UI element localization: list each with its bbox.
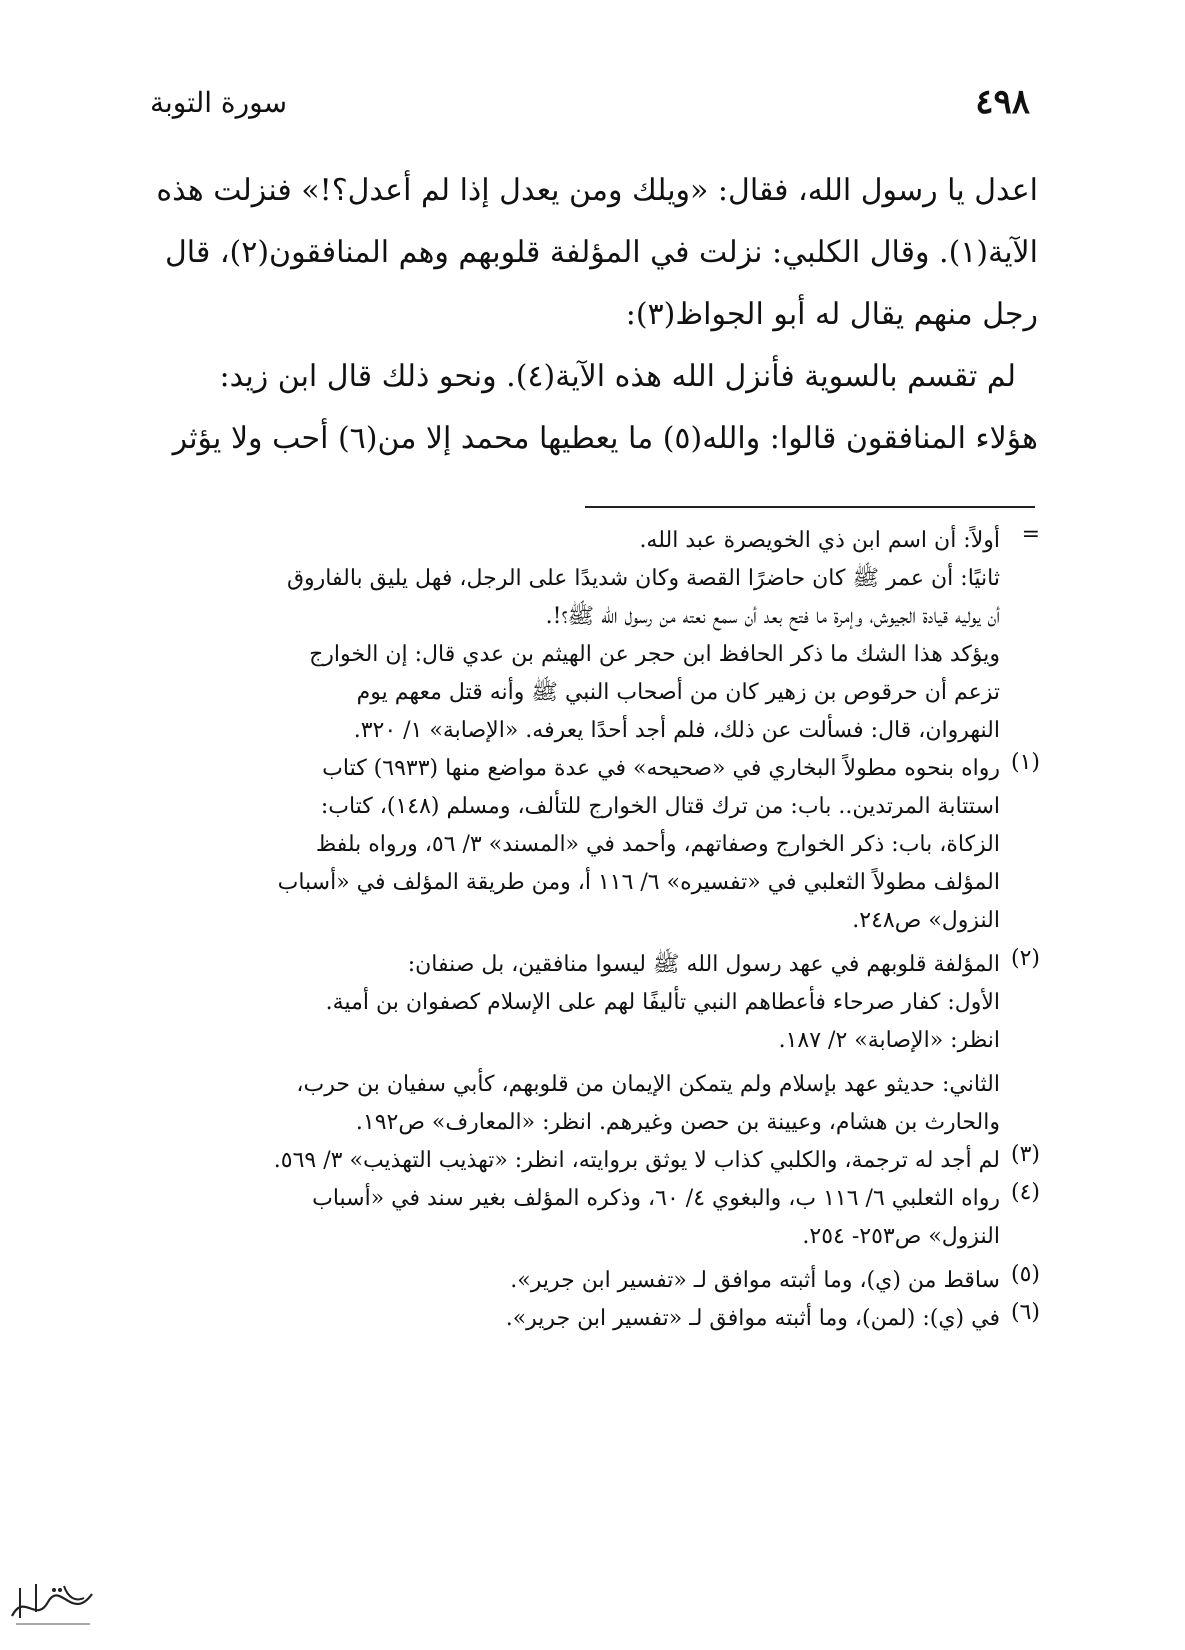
footnote-line: ويؤكد هذا الشك ما ذكر الحافظ ابن حجر عن الهيثم بن عدي قال: إن الخوارج [309, 642, 1000, 667]
footnote-number: (٦) [1010, 1300, 1040, 1325]
footnote-continued [130, 522, 1040, 750]
footnote-number: (٥) [1010, 1262, 1040, 1287]
footnote-1 [130, 750, 1040, 940]
footnote-line: ساقط من (ي)، وما أثبته موافق لـ «تفسير ابن جرير». [510, 1268, 1000, 1293]
footnote-line: لم أجد له ترجمة، والكلبي كذاب لا يوثق بروايته، انظر: «تهذيب التهذيب» ٣/ ٥٦٩. [273, 1148, 1000, 1173]
footnote-line: في (ي): (لمن)، وما أثبته موافق لـ «تفسير ابن جرير». [505, 1306, 1000, 1331]
footnote-6 [130, 1300, 1040, 1338]
footnote-2 [130, 946, 1040, 1142]
footnote-line: الثاني: حديثو عهد بإسلام ولم يتمكن الإيمان من قلوبهم، كأبي سفيان بن حرب، [296, 1072, 1000, 1097]
footnote-line: ثانيًا: أن عمر ﷺ كان حاضرًا القصة وكان شديدًا على الرجل، فهل يليق بالفاروق [286, 566, 1000, 591]
main-line: الآية(١). وقال الكلبي: نزلت في المؤلفة قلوبهم وهم المنافقون(٢)، قال [165, 235, 1038, 270]
footnote-line: النزول» ص٢٥٣- ٢٥٤. [802, 1224, 1000, 1249]
footnote-3 [130, 1142, 1040, 1180]
main-line: رجل منهم يقال له أبو الجواظ(٣): [625, 297, 1038, 332]
footnote-line: المؤلفة قلوبهم في عهد رسول الله ﷺ ليسوا منافقين، بل صنفان: [407, 952, 1000, 977]
main-line: لم تقسم بالسوية فأنزل الله هذه الآية(٤). ونحو ذلك قال ابن زيد: [219, 359, 1016, 394]
footnote-line: تزعم أن حرقوص بن زهير كان من أصحاب النبي ﷺ وأنه قتل معهم يوم [356, 680, 1000, 705]
footnote-line: المؤلف مطولاً الثعلبي في «تفسيره» ٦/ ١١٦ أ، ومن طريقة المؤلف في «أسباب [277, 870, 1000, 895]
footnote-4 [130, 1180, 1040, 1256]
main-line: هؤلاء المنافقون قالوا: والله(٥) ما يعطيها محمد إلا من(٦) أحب ولا يؤثر [172, 421, 1038, 456]
page-number: ٤٩٨ [975, 82, 1030, 122]
footnote-separator [585, 506, 1035, 508]
page-header [150, 82, 1030, 132]
footnote-line: انظر: «الإصابة» ٢/ ١٨٧. [778, 1028, 1000, 1053]
footnote-line: استتابة المرتدين.. باب: من ترك قتال الخوارج للتألف، ومسلم (١٤٨)، كتاب: [320, 794, 1000, 819]
footnote-line: الزكاة، باب: ذكر الخوارج وصفاتهم، وأحمد في «المسند» ٣/ ٥٦، ورواه بلفظ [315, 832, 1000, 857]
footnote-line: الأول: كفار صرحاء فأعطاهم النبي تأليفًا لهم على الإسلام كصفوان بن أمية. [325, 990, 1000, 1015]
footnote-number: (١) [1010, 750, 1040, 775]
footnote-number: (٣) [1010, 1142, 1040, 1167]
footnote-line: رواه الثعلبي ٦/ ١١٦ ب، والبغوي ٤/ ٦٠، وذكره المؤلف بغير سند في «أسباب [312, 1186, 1000, 1211]
footnote-5 [130, 1262, 1040, 1300]
footnote-line: النزول» ص٢٤٨. [852, 908, 1000, 933]
footnote-line: أولاً: أن اسم ابن ذي الخويصرة عبد الله. [639, 528, 1000, 553]
footnote-line: والحارث بن هشام، وعيينة بن حصن وغيرهم. انظر: «المعارف» ص١٩٢. [355, 1110, 1000, 1135]
footnotes [130, 522, 1040, 1338]
publisher-seal-logo [6, 1572, 98, 1632]
footnote-line: النهروان، قال: فسألت عن ذلك، فلم أجد أحدًا يعرفه. «الإصابة» ١/ ٣٢٠. [353, 718, 1000, 743]
footnote-line: أن يوليه قيادة الجيوش، وإمرة ما فتح بعد أن سمع نعته من رسول الله ﷺ؟!. [545, 604, 1000, 629]
main-line: اعدل يا رسول الله، فقال: «ويلك ومن يعدل إذا لم أعدل؟!» فنزلت هذه [156, 173, 1038, 208]
footnote-line: رواه بنحوه مطولاً البخاري في «صحيحه» في عدة مواضع منها (٦٩٣٣) كتاب [322, 756, 1000, 781]
sura-title: سورة التوبة [150, 86, 288, 119]
main-text [148, 160, 1038, 470]
continuation-marker: = [1021, 522, 1040, 547]
footnote-number: (٢) [1010, 946, 1040, 971]
footnote-number: (٤) [1010, 1180, 1040, 1205]
